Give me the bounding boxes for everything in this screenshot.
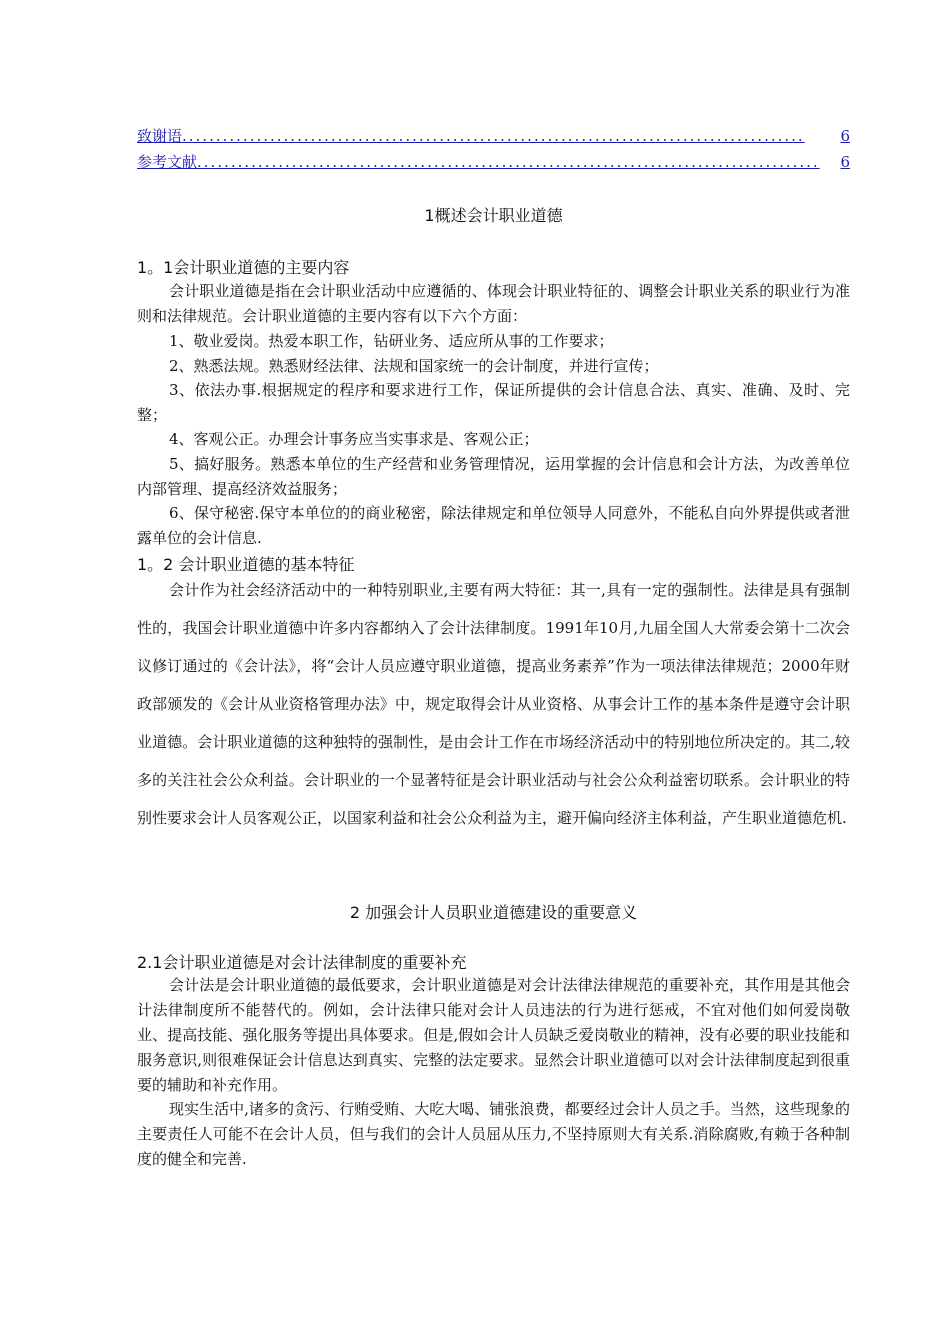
document-page <box>137 0 850 1344</box>
toc-label: 参考文献 <box>137 153 198 171</box>
list-item-4: 4、客观公正。办理会计事务应当实事求是、客观公正； <box>169 430 539 448</box>
toc-entry-references[interactable] <box>137 151 850 173</box>
subsection-heading-2-1: 2.1会计职业道德是对会计法律制度的重要补充 <box>137 953 467 972</box>
toc-leader-dots: ............................................................................................ <box>197 153 820 171</box>
toc-page-number: 6 <box>840 127 850 145</box>
toc-leader-dots: ............................................................................................ <box>182 127 805 145</box>
list-item-1: 1、敬业爱岗。热爱本职工作，钻研业务、适应所从事的工作要求； <box>169 332 614 350</box>
paragraph-intro: 会计职业道德是指在会计职业活动中应遵循的、体现会计职业特征的、调整会计职业关系的职业行为准则和法律规范。会计职业道德的主要内容有以下六个方面： <box>137 282 850 325</box>
subsection-heading-1-1: 1。1会计职业道德的主要内容 <box>137 258 350 277</box>
paragraph-reality: 现实生活中,诸多的贪污、行贿受贿、大吃大喝、铺张浪费，都要经过会计人员之手。当然，这些现象的主要责任人可能不在会计人员，但与我们的会计人员屈从压力,不坚持原则大有关系.消除腐败,有赖于各种制度的健全和完善. <box>137 1100 850 1168</box>
list-item-3: 3、依法办事.根据规定的程序和要求进行工作，保证所提供的会计信息合法、真实、准确、及时、完整； <box>137 381 850 424</box>
subsection-heading-1-2: 1。2 会计职业道德的基本特征 <box>137 555 355 574</box>
toc-label: 致谢语 <box>137 127 183 145</box>
paragraph-supplement: 会计法是会计职业道德的最低要求，会计职业道德是对会计法律法律规范的重要补充，其作用是其他会计法律制度所不能替代的。例如，会计法律只能对会计人员违法的行为进行惩戒，不宜对他们如何爱岗敬业、提高技能、强化服务等提出具体要求。但是,假如会计人员缺乏爱岗敬业的精神，没有必要的职业技能和服务意识,则很难保证会计信息达到真实、完整的法定要求。显然会计职业道德可以对会计法律制度起到很重要的辅助和补充作用。 <box>137 976 850 1094</box>
paragraph-features: 会计作为社会经济活动中的一种特别职业,主要有两大特征：其一,具有一定的强制性。法律是具有强制性的，我国会计职业道德中许多内容都纳入了会计法律制度。1991年10月,九届全国人大常委会第十二次会议修订通过的《会计法》，将“会计人员应遵守职业道德，提高业务素养”作为一项法律法律规范；2000年财政部颁发的《会计从业资格管理办法》中，规定取得会计从业资格、从事会计工作的基本条件是遵守会计职业道德。会计职业道德的这种独特的强制性，是由会计工作在市场经济活动中的特别地位所决定的。其二,较多的关注社会公众利益。会计职业的一个显著特征是会计职业活动与社会公众利益密切联系。会计职业的特别性要求会计人员客观公正，以国家利益和社会公众利益为主，避开偏向经济主体利益，产生职业道德危机. <box>137 581 850 827</box>
toc-page-number: 6 <box>840 153 850 171</box>
list-item-2: 2、熟悉法规。熟悉财经法律、法规和国家统一的会计制度，并进行宣传； <box>169 357 659 375</box>
list-item-6: 6、保守秘密.保守本单位的的商业秘密，除法律规定和单位领导人同意外，不能私自向外界提供或者泄露单位的会计信息. <box>137 504 850 547</box>
section-title-2: 2 加强会计人员职业道德建设的重要意义 <box>349 903 638 922</box>
section-title-1: 1概述会计职业道德 <box>424 206 563 225</box>
list-item-5: 5、搞好服务。熟悉本单位的生产经营和业务管理情况，运用掌握的会计信息和会计方法，为改善单位内部管理、提高经济效益服务； <box>137 455 850 498</box>
toc-entry-acknowledgement[interactable] <box>137 125 850 147</box>
